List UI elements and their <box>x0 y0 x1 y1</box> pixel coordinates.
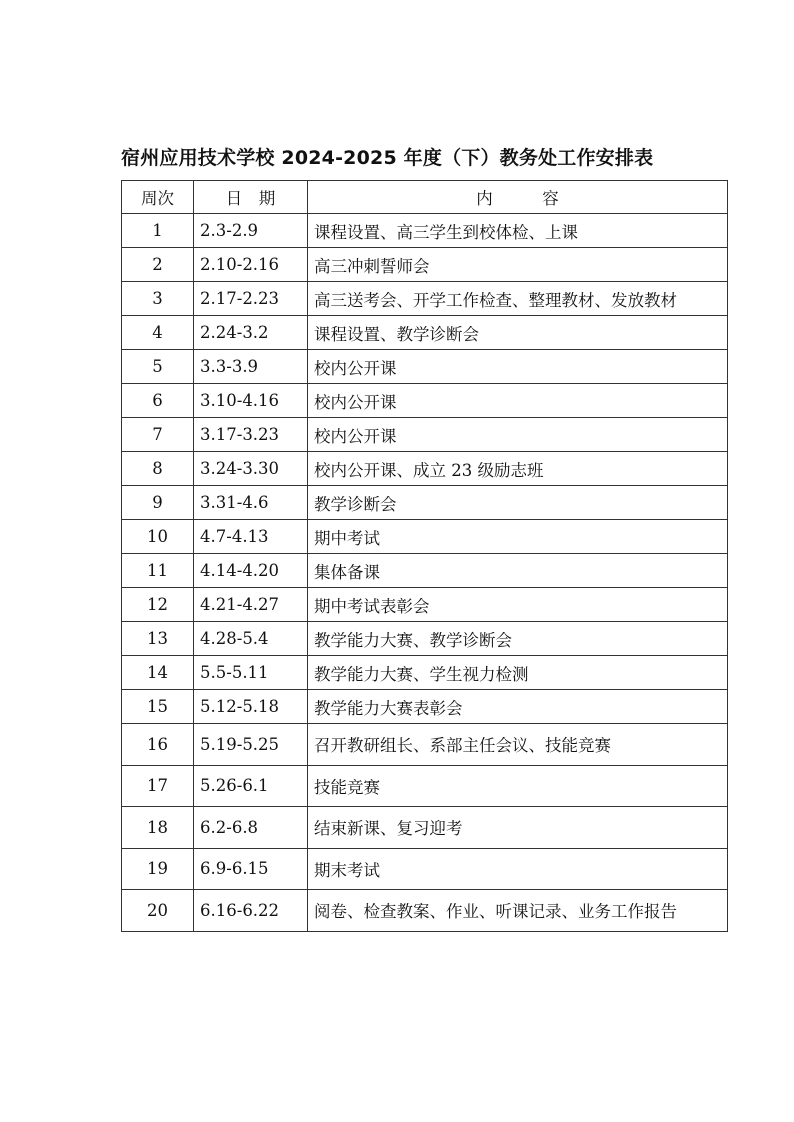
date-cell: 6.2-6.8 <box>194 807 308 849</box>
date-cell: 4.28-5.4 <box>194 622 308 656</box>
date-cell: 3.3-3.9 <box>194 350 308 384</box>
content-cell: 阅卷、检查教案、作业、听课记录、业务工作报告 <box>308 890 728 932</box>
date-cell: 3.10-4.16 <box>194 384 308 418</box>
table-row <box>122 214 728 248</box>
week-cell: 14 <box>122 656 194 690</box>
content-cell: 教学能力大赛表彰会 <box>308 690 728 724</box>
table-row <box>122 554 728 588</box>
table-row <box>122 452 728 486</box>
content-cell: 校内公开课 <box>308 350 728 384</box>
table-row <box>122 588 728 622</box>
week-cell: 6 <box>122 384 194 418</box>
week-cell: 8 <box>122 452 194 486</box>
date-cell: 2.17-2.23 <box>194 282 308 316</box>
header-date: 日 期 <box>194 181 308 214</box>
week-cell: 17 <box>122 765 194 807</box>
table-row <box>122 418 728 452</box>
content-cell: 集体备课 <box>308 554 728 588</box>
week-cell: 18 <box>122 807 194 849</box>
table-row <box>122 520 728 554</box>
date-cell: 5.19-5.25 <box>194 724 308 766</box>
date-cell: 4.7-4.13 <box>194 520 308 554</box>
week-cell: 4 <box>122 316 194 350</box>
week-cell: 3 <box>122 282 194 316</box>
header-week: 周次 <box>122 181 194 214</box>
week-cell: 15 <box>122 690 194 724</box>
content-cell: 高三送考会、开学工作检查、整理教材、发放教材 <box>308 282 728 316</box>
schedule-table <box>121 180 728 932</box>
week-cell: 20 <box>122 890 194 932</box>
date-cell: 6.16-6.22 <box>194 890 308 932</box>
date-cell: 2.10-2.16 <box>194 248 308 282</box>
content-cell: 召开教研组长、系部主任会议、技能竞赛 <box>308 724 728 766</box>
document-title: 宿州应用技术学校 2024-2025 年度（下）教务处工作安排表 <box>121 147 654 169</box>
table-row <box>122 848 728 890</box>
content-cell: 教学诊断会 <box>308 486 728 520</box>
table-row <box>122 656 728 690</box>
date-cell: 3.24-3.30 <box>194 452 308 486</box>
content-cell: 教学能力大赛、学生视力检测 <box>308 656 728 690</box>
week-cell: 10 <box>122 520 194 554</box>
content-cell: 课程设置、教学诊断会 <box>308 316 728 350</box>
date-cell: 2.24-3.2 <box>194 316 308 350</box>
date-cell: 5.5-5.11 <box>194 656 308 690</box>
date-cell: 3.31-4.6 <box>194 486 308 520</box>
week-cell: 11 <box>122 554 194 588</box>
content-cell: 期中考试表彰会 <box>308 588 728 622</box>
date-cell: 4.21-4.27 <box>194 588 308 622</box>
week-cell: 19 <box>122 848 194 890</box>
table-row <box>122 384 728 418</box>
date-cell: 6.9-6.15 <box>194 848 308 890</box>
week-cell: 7 <box>122 418 194 452</box>
table-row <box>122 316 728 350</box>
week-cell: 1 <box>122 214 194 248</box>
table-row <box>122 807 728 849</box>
week-cell: 13 <box>122 622 194 656</box>
table-header-row <box>122 181 728 214</box>
week-cell: 16 <box>122 724 194 766</box>
table-row <box>122 486 728 520</box>
date-cell: 4.14-4.20 <box>194 554 308 588</box>
table-row <box>122 282 728 316</box>
content-cell: 高三冲刺誓师会 <box>308 248 728 282</box>
content-cell: 校内公开课 <box>308 384 728 418</box>
date-cell: 5.12-5.18 <box>194 690 308 724</box>
content-cell: 期中考试 <box>308 520 728 554</box>
table-row <box>122 248 728 282</box>
content-cell: 期末考试 <box>308 848 728 890</box>
content-cell: 教学能力大赛、教学诊断会 <box>308 622 728 656</box>
table-row <box>122 765 728 807</box>
date-cell: 3.17-3.23 <box>194 418 308 452</box>
date-cell: 2.3-2.9 <box>194 214 308 248</box>
date-cell: 5.26-6.1 <box>194 765 308 807</box>
content-cell: 校内公开课 <box>308 418 728 452</box>
content-cell: 结束新课、复习迎考 <box>308 807 728 849</box>
content-cell: 技能竞赛 <box>308 765 728 807</box>
week-cell: 5 <box>122 350 194 384</box>
table-row <box>122 890 728 932</box>
content-cell: 课程设置、高三学生到校体检、上课 <box>308 214 728 248</box>
table-row <box>122 622 728 656</box>
content-cell: 校内公开课、成立 23 级励志班 <box>308 452 728 486</box>
week-cell: 9 <box>122 486 194 520</box>
table-row <box>122 690 728 724</box>
table-row <box>122 350 728 384</box>
week-cell: 2 <box>122 248 194 282</box>
table-row <box>122 724 728 766</box>
header-content: 内 容 <box>308 181 728 214</box>
week-cell: 12 <box>122 588 194 622</box>
